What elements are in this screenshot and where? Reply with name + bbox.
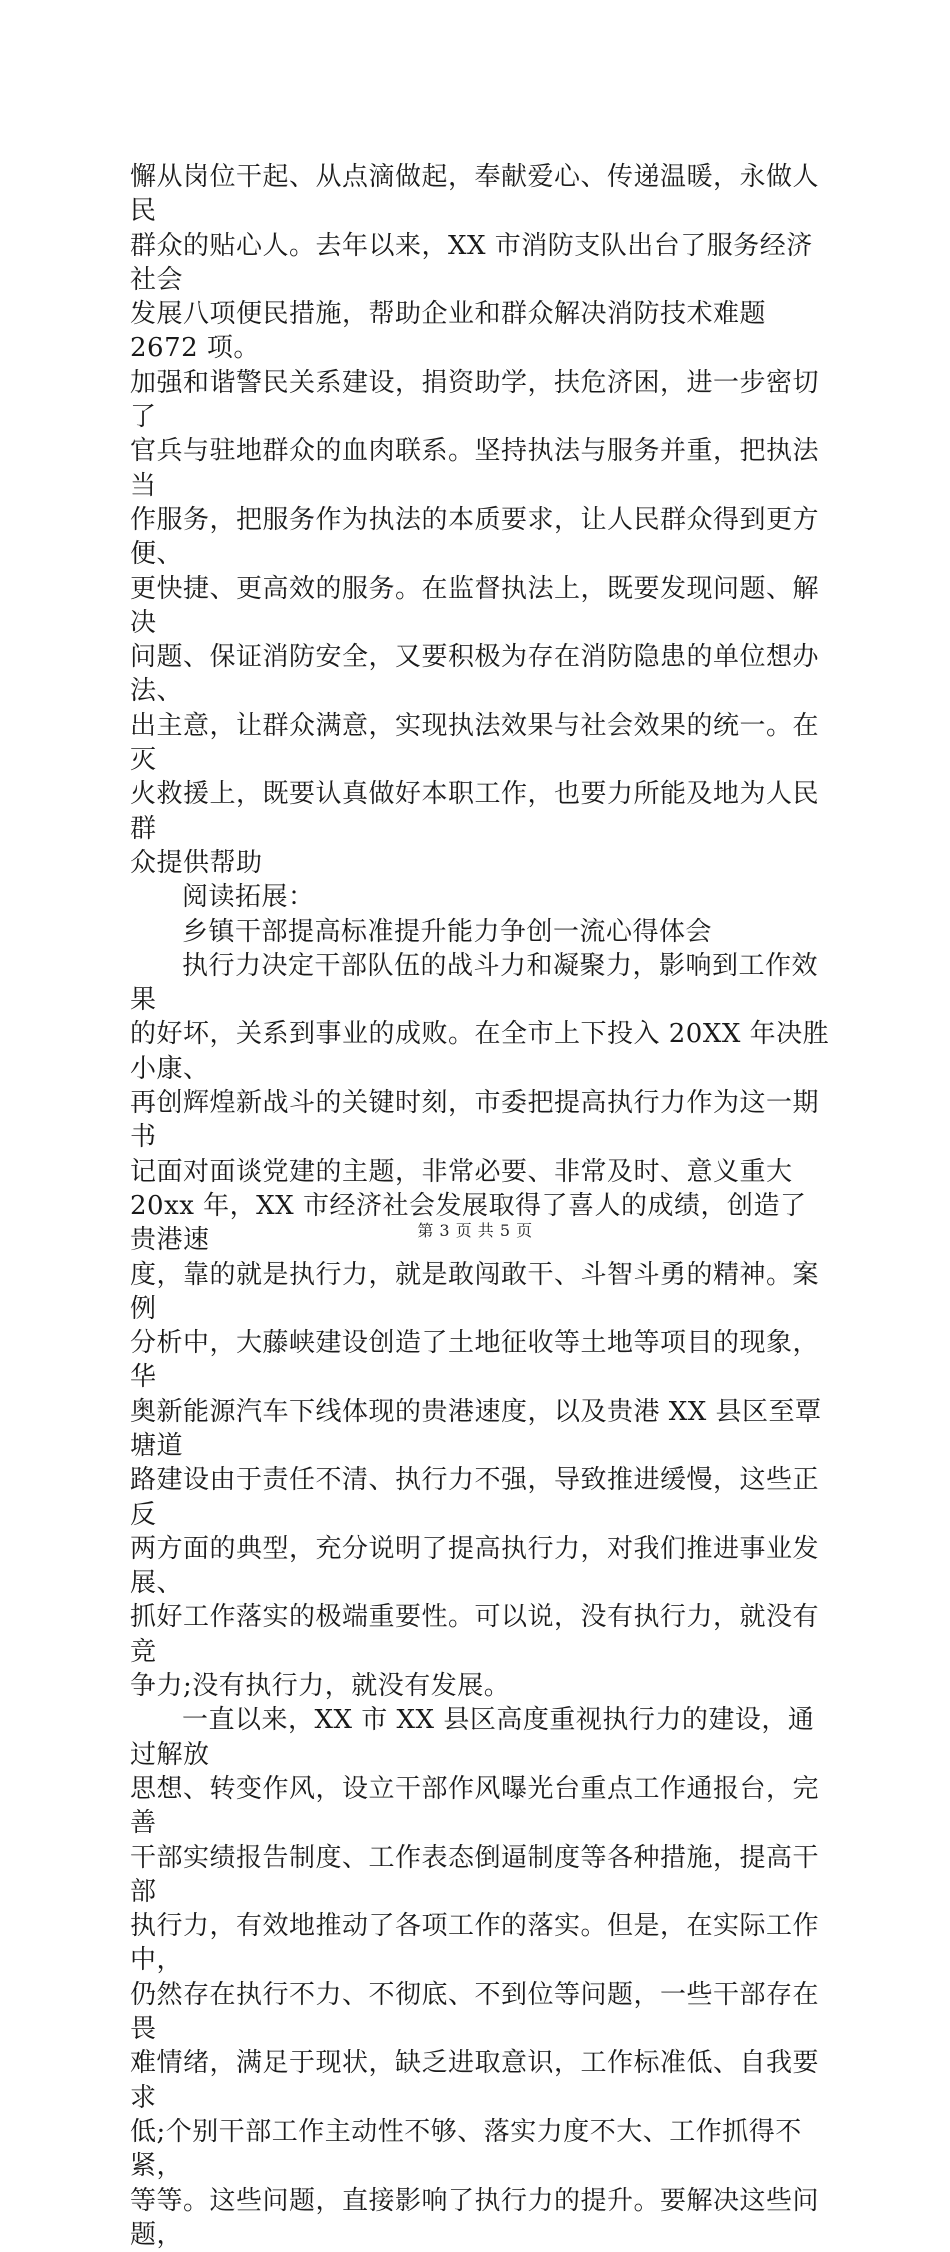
text-line: 一直以来，XX 市 XX 县区高度重视执行力的建设，通过解放 bbox=[130, 1705, 815, 1770]
text-line: 再创辉煌新战斗的关键时刻，市委把提高执行力作为这一期书 bbox=[130, 1088, 820, 1153]
text-line: 思想、转变作风，设立干部作风曝光台重点工作通报台，完善 bbox=[130, 1773, 820, 1839]
paragraph-1 bbox=[130, 160, 830, 880]
text-line: 更快捷、更高效的服务。在监督执法上，既要发现问题、解决 bbox=[130, 573, 820, 638]
text-line: 众提供帮助 bbox=[130, 847, 263, 878]
text-line: 执行力，有效地推动了各项工作的落实。但是，在实际工作中， bbox=[130, 1911, 820, 1976]
paragraph-4 bbox=[130, 1703, 830, 2252]
text-line: 执行力决定干部队伍的战斗力和凝聚力，影响到工作效果 bbox=[130, 950, 819, 1016]
document-body bbox=[130, 160, 830, 2252]
text-line: 20xx 年，XX 市经济社会发展取得了喜人的成绩，创造了贵港速 bbox=[130, 1190, 807, 1256]
text-line: 问题、保证消防安全，又要积极为存在消防隐患的单位想办法、 bbox=[130, 642, 820, 707]
text-line: 分析中，大藤峡建设创造了土地征收等土地等项目的现象，华 bbox=[130, 1328, 820, 1393]
text-line: 路建设由于责任不清、执行力不强，导致推进缓慢，这些正反 bbox=[130, 1465, 820, 1530]
paragraph-reading-extension bbox=[130, 880, 830, 914]
section-label: 阅读拓展： bbox=[182, 882, 315, 913]
text-line: 发展八项便民措施，帮助企业和群众解决消防技术难题 2672 项。 bbox=[130, 299, 767, 364]
paragraph-3 bbox=[130, 949, 830, 1704]
text-line: 争力;没有执行力，就没有发展。 bbox=[130, 1671, 511, 1702]
text-line: 记面对面谈党建的主题，非常必要、非常及时、意义重大 bbox=[130, 1156, 793, 1187]
paragraph-article-title bbox=[130, 915, 830, 949]
article-title: 乡镇干部提高标准提升能力争创一流心得体会 bbox=[182, 916, 713, 947]
page-number-label: 第 3 页 共 5 页 bbox=[417, 1221, 533, 1240]
text-line: 火救援上，既要认真做好本职工作，也要力所能及地为人民群 bbox=[130, 779, 820, 844]
page-footer bbox=[0, 1218, 950, 1241]
text-line: 干部实绩报告制度、工作表态倒逼制度等各种措施，提高干部 bbox=[130, 1842, 820, 1907]
text-line: 奥新能源汽车下线体现的贵港速度，以及贵港 XX 县区至覃塘道 bbox=[130, 1396, 822, 1461]
text-line: 出主意，让群众满意，实现执法效果与社会效果的统一。在灭 bbox=[130, 710, 820, 776]
text-line: 官兵与驻地群众的血肉联系。坚持执法与服务并重，把执法当 bbox=[130, 436, 820, 501]
text-line: 低;个别干部工作主动性不够、落实力度不大、工作抓得不紧， bbox=[130, 2116, 802, 2182]
text-line: 抓好工作落实的极端重要性。可以说，没有执行力，就没有竞 bbox=[130, 1602, 820, 1667]
text-line: 等等。这些问题，直接影响了执行力的提升。要解决这些问题， bbox=[130, 2185, 820, 2250]
text-line: 两方面的典型，充分说明了提高执行力，对我们推进事业发展、 bbox=[130, 1533, 820, 1599]
text-line: 群众的贴心人。去年以来，XX 市消防支队出台了服务经济社会 bbox=[130, 230, 813, 295]
text-line: 的好坏，关系到事业的成败。在全市上下投入 20XX 年决胜小康、 bbox=[130, 1019, 830, 1084]
text-line: 度，靠的就是执行力，就是敢闯敢干、斗智斗勇的精神。案例 bbox=[130, 1259, 820, 1324]
text-line: 懈从岗位干起、从点滴做起，奉献爱心、传递温暖，永做人民 bbox=[130, 162, 820, 227]
text-line: 加强和谐警民关系建设，捐资助学，扶危济困，进一步密切了 bbox=[130, 367, 820, 433]
text-line: 作服务，把服务作为执法的本质要求，让人民群众得到更方便、 bbox=[130, 504, 820, 570]
text-line: 难情绪，满足于现状，缺乏进取意识，工作标准低、自我要求 bbox=[130, 2048, 820, 2113]
text-line: 仍然存在执行不力、不彻底、不到位等问题，一些干部存在畏 bbox=[130, 1979, 820, 2045]
